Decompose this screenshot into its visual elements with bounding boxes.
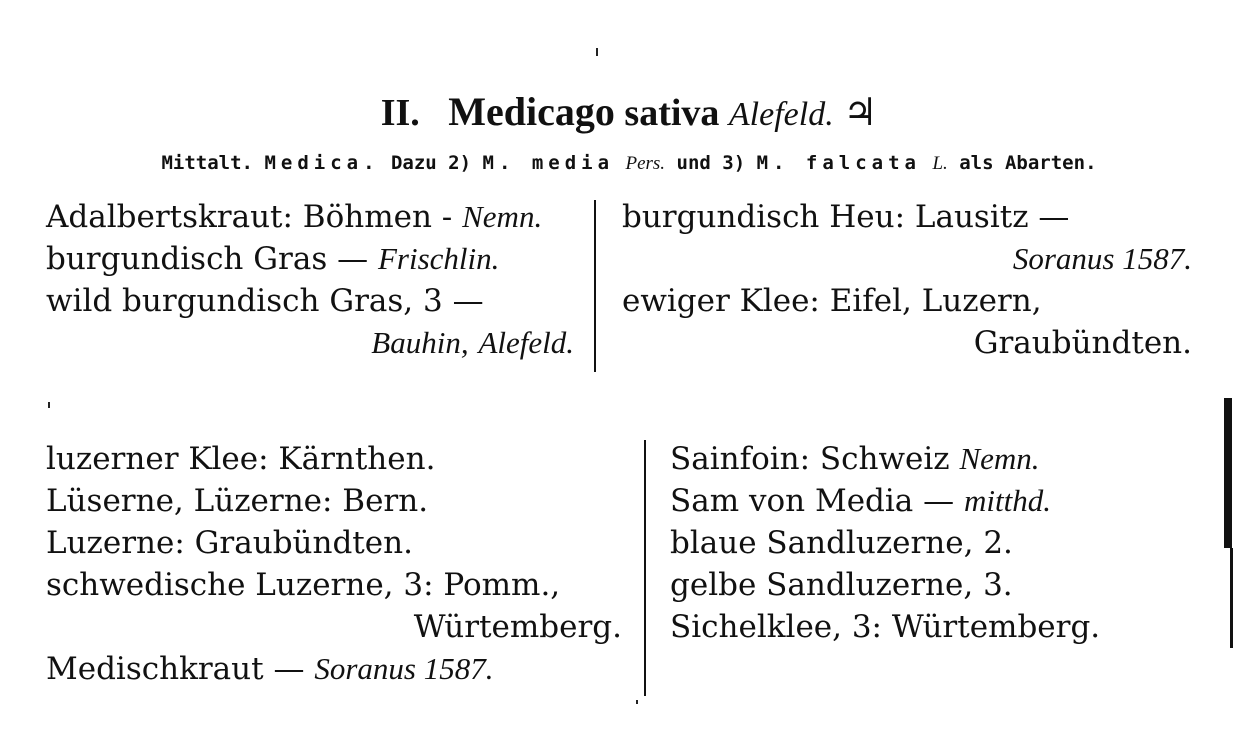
section2-right-column (670, 438, 1210, 648)
entry-line (46, 238, 574, 280)
entry-text: Medischkraut — (46, 651, 305, 687)
scan-edge-bar (1224, 398, 1232, 548)
subtitle (0, 152, 1258, 175)
entry-line: Würtemberg. (413, 609, 622, 645)
entry-line: luzerner Klee: Kärnthen. (46, 441, 436, 477)
entry-text: Sam von Media — (670, 483, 955, 519)
section1-left-column (46, 196, 574, 364)
entry-line: blaue Sandluzerne, 2. (670, 525, 1013, 561)
entry-source: Nemn. (959, 441, 1040, 476)
entry-line (46, 322, 574, 364)
subtitle-part: Dazu 2) (390, 152, 472, 174)
column-divider (594, 200, 596, 372)
entry-line: gelbe Sandluzerne, 3. (670, 567, 1013, 603)
entry-line: burgundisch Heu: Lausitz — (622, 199, 1070, 235)
entry-line (46, 648, 622, 690)
subtitle-part: und 3) (676, 152, 746, 174)
entry-source: Soranus 1587. (1012, 241, 1192, 276)
subtitle-part: Mittalt. (161, 152, 253, 174)
title-species: sativa (624, 92, 720, 134)
scan-edge-bar (1230, 548, 1233, 648)
scan-speck (48, 402, 50, 408)
entry-line: Sichelklee, 3: Würtemberg. (670, 609, 1101, 645)
subtitle-part: Medica. (264, 152, 380, 174)
subtitle-part: M. falcata (756, 152, 921, 174)
page-title (0, 88, 1258, 135)
entry-line: ewiger Klee: Eifel, Luzern, (622, 283, 1042, 319)
entry-source: Soranus 1587. (314, 651, 494, 686)
entry-line: Graubündten. (973, 325, 1192, 361)
column-divider (644, 440, 646, 696)
entry-line (670, 438, 1210, 480)
entry-line (670, 480, 1210, 522)
entry-source: mitthd. (964, 483, 1051, 518)
entry-text: Adalbertskraut: Böhmen - (46, 199, 453, 235)
title-genus: Medicago (448, 89, 615, 134)
subtitle-part: L. (932, 153, 948, 174)
scan-speck (636, 700, 638, 704)
entry-text: Sainfoin: Schweiz (670, 441, 950, 477)
entry-source: Alefeld. (478, 325, 574, 360)
entry-line (46, 196, 574, 238)
entry-line: Luzerne: Graubündten. (46, 525, 413, 561)
entry-source: Bauhin, (371, 325, 469, 360)
section1-right-column (622, 196, 1192, 364)
title-symbol: ♃ (843, 92, 878, 134)
scan-speck (596, 48, 598, 56)
entry-line: wild burgundisch Gras, 3 — (46, 283, 484, 319)
entry-line: schwedische Luzerne, 3: Pomm., (46, 567, 561, 603)
subtitle-part: als Abarten. (959, 152, 1097, 174)
section2-left-column (46, 438, 622, 690)
entry-source: Frischlin. (377, 241, 500, 276)
entry-text: burgundisch Gras — (46, 241, 369, 277)
title-numeral: II. (380, 92, 420, 134)
title-author: Alefeld. (728, 96, 834, 133)
subtitle-part: Pers. (625, 153, 666, 174)
subtitle-part: M. media (482, 152, 615, 174)
entry-line: Lüserne, Lüzerne: Bern. (46, 483, 429, 519)
entry-source: Nemn. (462, 199, 543, 234)
